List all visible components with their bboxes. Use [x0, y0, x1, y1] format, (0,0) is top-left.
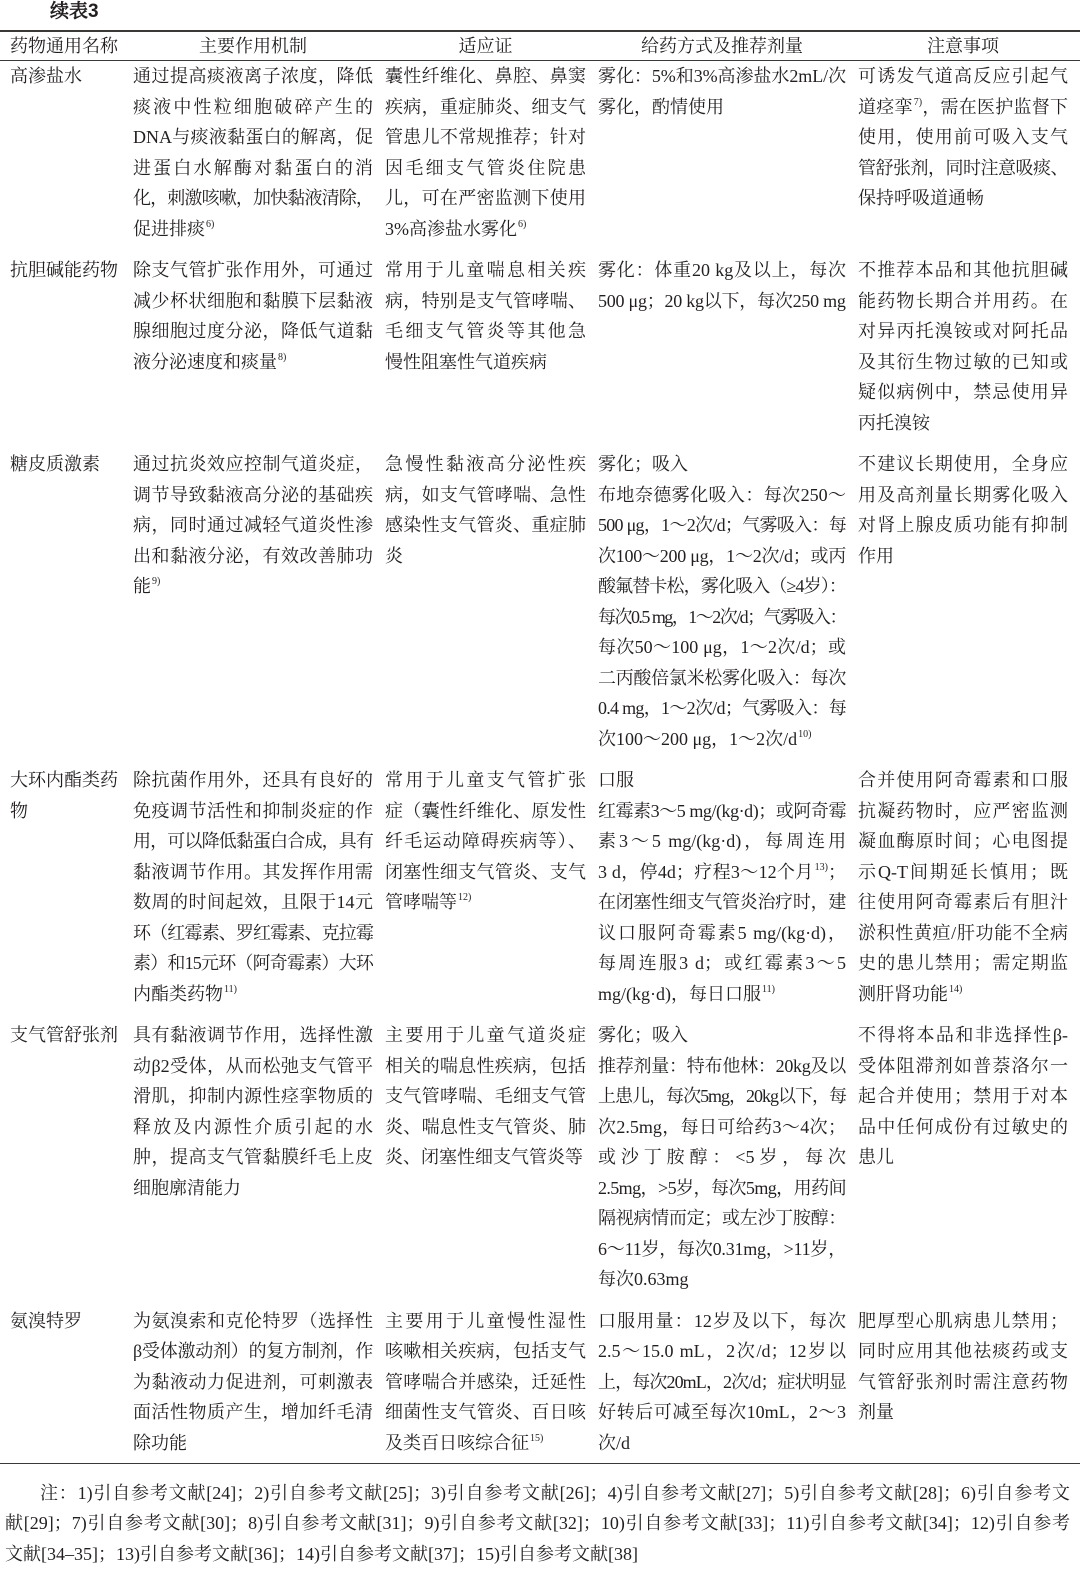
drug-name-cell	[10, 765, 128, 826]
cell-line: 二丙酸倍氯米松雾化吸入：每次	[598, 667, 846, 688]
cell-line: 毛细支气管炎等其他急	[385, 321, 586, 341]
cell-line: 管患儿不常规推荐；针对	[385, 127, 586, 147]
indication-cell	[385, 765, 586, 918]
reference-superscript: 8)	[278, 351, 287, 363]
cell-line: 对异丙托溴铵或对阿托品	[858, 321, 1068, 341]
cell-line: 急慢性黏液高分泌性疾	[385, 454, 586, 474]
cell-line: 面活性物质产生，增加纤毛清	[133, 1402, 373, 1422]
cell-line: 淤积性黄疸/肝功能不全病	[858, 922, 1068, 943]
drug-name-line: 氨溴特罗	[10, 1310, 82, 1331]
reference-superscript: 12)	[458, 892, 472, 903]
cell-line: 口服用量：12岁及以下，每次	[598, 1310, 846, 1331]
cell-line: 除抗菌作用外，还具有良好的	[133, 770, 373, 790]
indication-cell	[385, 1020, 586, 1173]
table-row	[0, 61, 1080, 255]
cell-line: 抗凝药物时，应严密监测	[858, 800, 1068, 821]
cell-line: 3%高渗盐水雾化$^{6)}$	[385, 218, 527, 239]
cell-line: 气管舒张剂时需注意药物	[858, 1371, 1068, 1392]
reference-superscript: 10)	[798, 728, 812, 740]
cell-line: 进蛋白水解酶对黏蛋白的消	[133, 157, 373, 178]
cell-line: 细胞廓清能力	[133, 1177, 241, 1198]
cell-line: 减少杯状细胞和黏膜下层黏液	[133, 290, 373, 311]
cell-line: 及类百日咳综合征$^{15)}$	[385, 1432, 544, 1453]
drug-name-line: 大环内酯类药	[10, 770, 118, 790]
cell-line: 能$^{9)}$	[133, 576, 161, 596]
cell-line: 释放及内源性介质引起的水	[133, 1116, 373, 1137]
cell-line: 隔视病情而定；或左沙丁胺醇：	[598, 1208, 846, 1228]
cell-line: 液分泌速度和痰量$^{8)}$	[133, 351, 287, 372]
cell-line: 动β2受体，从而松弛支气管平	[133, 1055, 373, 1076]
cell-line: 素3～5 mg/(kg·d)，每周连用	[598, 831, 846, 851]
cell-line: 痰液中性粒细胞破碎产生的	[133, 96, 373, 117]
cell-line: 病，如支气管哮喘、急性	[385, 484, 586, 505]
cell-line: 具有黏液调节作用，选择性激	[133, 1025, 373, 1045]
mechanism-cell	[133, 255, 373, 377]
cell-line: 主要用于儿童气道炎症	[385, 1025, 586, 1045]
precautions-cell	[858, 255, 1068, 438]
precautions-cell	[858, 1020, 1068, 1173]
table-note-line: 注：1)引自参考文献[24]；2)引自参考文献[25]；3)引自参考文献[26]；4)引自参考文献[27]；5)引自参考文献[28]；6)引自参考文	[40, 1482, 1070, 1503]
cell-line: 通过提高痰液离子浓度，降低	[133, 66, 373, 86]
drug-name-cell	[10, 255, 128, 286]
reference-superscript: 15)	[530, 1432, 544, 1444]
cell-line: DNA与痰液黏蛋白的解离，促	[133, 127, 373, 147]
table-note-line: 献[29]；7)引自参考文献[30]；8)引自参考文献[31]；9)引自参考文献[32]；10)引自参考文献[33]；11)引自参考文献[34]；12)引自参考	[5, 1513, 1070, 1533]
cell-line: 疾病，重症肺炎、细支气	[385, 96, 586, 117]
table-note-line: 文献[34–35]；13)引自参考文献[36]；14)引自参考文献[37]；15)引自参考文献[38]	[5, 1543, 638, 1564]
cell-line: 每次0.63mg	[598, 1269, 689, 1289]
cell-line: 往使用阿奇霉素后有胆汁	[858, 892, 1068, 912]
cell-line: 能药物长期合并用药。在	[858, 290, 1068, 311]
cell-line: mg/(kg·d)，每日口服$^{11)}$	[598, 983, 775, 1004]
cell-line: 炎、闭塞性细支气管炎等	[385, 1147, 583, 1167]
drug-name-line: 支气管舒张剂	[10, 1025, 118, 1045]
cell-line: 起合并使用；禁用于对本	[858, 1086, 1068, 1106]
precautions-cell	[858, 61, 1068, 214]
cell-line: 滑肌，抑制内源性痉挛物质的	[133, 1086, 373, 1106]
precautions-cell	[858, 765, 1068, 1009]
cell-line: 常用于儿童支气管扩张	[385, 770, 586, 790]
cell-line: 管哮喘合并感染，迁延性	[385, 1371, 586, 1392]
cell-line: 雾化，酌情使用	[598, 96, 724, 117]
cell-line: 500 μg，1～2次/d；气雾吸入：每	[598, 515, 846, 535]
reference-superscript: 11)	[224, 983, 237, 995]
cell-line: 6～11岁，每次0.31mg，>11岁，	[598, 1238, 846, 1259]
cell-line: 儿，可在严密监测下使用	[385, 188, 586, 208]
indication-cell	[385, 255, 586, 377]
cell-line: 支气管哮喘、毛细支气管	[385, 1086, 586, 1106]
cell-line: 雾化；吸入	[598, 454, 688, 474]
cell-line: 3 d，停4d；疗程3～12个月$^{13)}$；	[598, 861, 846, 882]
cell-line: 为氨溴索和克伦特罗（选择性	[133, 1310, 373, 1331]
precautions-cell	[858, 1306, 1068, 1428]
cell-line: 每周连服3 d；或红霉素3～5	[598, 953, 846, 973]
reference-superscript: 14)	[949, 983, 963, 995]
cell-line: 环（红霉素、罗红霉素、克拉霉	[133, 922, 373, 943]
cell-line: 促进排痰$^{6)}$	[133, 218, 215, 239]
cell-line: 肿，提高支气管黏膜纤毛上皮	[133, 1147, 373, 1167]
cell-line: 化，刺激咳嗽，加快黏液清除，	[133, 188, 373, 208]
cell-line: 丙托溴铵	[858, 412, 930, 433]
cell-line: 病，同时通过减轻气道炎性渗	[133, 515, 373, 535]
cell-line: 好转后可减至每次10mL，2～3	[598, 1402, 846, 1422]
cell-line: 保持呼吸道通畅	[858, 188, 984, 208]
drug-name-line: 物	[10, 800, 28, 821]
drug-name-line: 抗胆碱能药物	[10, 260, 118, 280]
cell-line: 口服	[598, 770, 634, 790]
drug-name-cell	[10, 1306, 128, 1337]
cell-line: 凝血酶原时间；心电图提	[858, 831, 1068, 851]
reference-superscript: 7)	[913, 96, 923, 108]
cell-line: 或沙丁胺醇：<5岁，每次	[598, 1147, 846, 1167]
cell-line: 示Q-T间期延长慎用；既	[858, 861, 1068, 882]
dosage-cell	[598, 765, 846, 1009]
cell-line: 通过抗炎效应控制气道炎症，	[133, 454, 373, 474]
cell-line: 次/d	[598, 1432, 631, 1453]
cell-line: 常用于儿童喘息相关疾	[385, 260, 586, 280]
cell-line: 肥厚型心肌病患儿禁用；	[858, 1310, 1068, 1331]
cell-line: 症（囊性纤维化、原发性	[385, 800, 586, 821]
cell-line: 品中任何成份有过敏史的	[858, 1116, 1068, 1137]
cell-line: 使用，使用前可吸入支气	[858, 127, 1068, 147]
cell-line: 在闭塞性细支气管炎治疗时，建	[598, 892, 846, 912]
cell-line: 相关的喘息性疾病，包括	[385, 1055, 586, 1076]
mechanism-cell	[133, 765, 373, 1009]
cell-line: 0.4 mg，1～2次/d；气雾吸入：每	[598, 698, 846, 718]
cell-line: 及其衍生物过敏的已知或	[858, 351, 1068, 372]
reference-superscript: 6)	[518, 218, 527, 230]
dosage-cell	[598, 61, 846, 122]
drug-name-cell	[10, 61, 128, 92]
cell-line: 慢性阻塞性气道疾病	[385, 351, 547, 372]
cell-line: 布地奈德雾化吸入：每次250～	[598, 484, 846, 505]
cell-line: 黏液调节作用。其发挥作用需	[133, 861, 373, 882]
cell-line: 上，每次20mL，2次/d；症状明显	[598, 1371, 846, 1392]
cell-line: 免疫调节活性和抑制炎症的作	[133, 800, 373, 821]
mechanism-cell	[133, 449, 373, 602]
reference-superscript: 11)	[761, 983, 775, 995]
cell-line: 史的患儿禁用；需定期监	[858, 953, 1068, 973]
cell-line: 测肝肾功能$^{14)}$	[858, 983, 963, 1004]
cell-line: 受体阻滞剂如普萘洛尔一	[858, 1055, 1068, 1076]
cell-line: 炎	[385, 545, 403, 566]
cell-line: 500 μg；20 kg以下，每次250 mg	[598, 290, 846, 311]
table-bottom-rule	[0, 1463, 1080, 1465]
cell-line: 调节导致黏液高分泌的基础疾	[133, 484, 373, 505]
cell-line: 用，可以降低黏蛋白合成，具有	[133, 831, 373, 851]
cell-line: 次100～200 μg，1～2次/d；或丙	[598, 545, 846, 566]
reference-superscript: 9)	[152, 576, 161, 587]
cell-line: 作用	[858, 545, 894, 566]
header-precautions: 注意事项	[927, 36, 999, 56]
table-row	[0, 1306, 1080, 1463]
table-body	[0, 61, 1080, 1463]
cell-line: β受体激动剂）的复方制剂，作	[133, 1341, 373, 1361]
reference-superscript: 13)	[814, 861, 828, 873]
cell-line: 酸氟替卡松，雾化吸入（≥4岁）：	[598, 576, 846, 596]
header-dosage: 给药方式及推荐剂量	[641, 36, 803, 56]
cell-line: 次2.5mg，每日可给药3～4次；	[598, 1116, 846, 1137]
table-row	[0, 255, 1080, 449]
cell-line: 炎、喘息性支气管炎、肺	[385, 1116, 586, 1137]
cell-line: 疑似病例中，禁忌使用异	[858, 382, 1068, 402]
cell-line: 患儿	[858, 1147, 894, 1167]
table-row	[0, 449, 1080, 765]
cell-line: 雾化：5%和3%高渗盐水2mL/次	[598, 66, 846, 86]
table-notes	[5, 1478, 1070, 1570]
cell-line: 雾化；吸入	[598, 1025, 688, 1045]
cell-line: 剂量	[858, 1402, 894, 1422]
drug-name-cell	[10, 449, 128, 480]
cell-line: 内酯类药物$^{11)}$	[133, 983, 237, 1004]
cell-line: 纤毛运动障碍疾病等）、	[385, 831, 586, 851]
drug-name-cell	[10, 1020, 128, 1051]
dosage-cell	[598, 449, 846, 754]
cell-line: 细菌性支气管炎、百日咳	[385, 1402, 586, 1422]
mechanism-cell	[133, 61, 373, 244]
table-header-row	[0, 32, 1080, 60]
table-caption: 续表3	[50, 1, 99, 22]
cell-line: 道痉挛$^{7)}$，需在医护监督下	[858, 96, 1069, 117]
cell-line: 2.5～15.0 mL，2次/d；12岁以	[598, 1341, 846, 1361]
cell-line: 每次50～100 μg，1～2次/d；或	[598, 637, 846, 657]
table-row	[0, 1020, 1080, 1306]
cell-line: 同时应用其他祛痰药或支	[858, 1341, 1068, 1361]
cell-line: 感染性支气管炎、重症肺	[385, 515, 586, 535]
cell-line: 病，特别是支气管哮喘、	[385, 290, 586, 311]
table-row	[0, 765, 1080, 1020]
precautions-cell	[858, 449, 1068, 571]
cell-line: 议口服阿奇霉素5 mg/(kg·d)，	[598, 922, 846, 943]
header-mechanism: 主要作用机制	[199, 36, 307, 56]
indication-cell	[385, 1306, 586, 1459]
cell-line: 管舒张剂，同时注意吸痰、	[858, 157, 1068, 178]
cell-line: 每次0.5 mg，1～2次/d；气雾吸入：	[598, 606, 846, 627]
cell-line: 不推荐本品和其他抗胆碱	[858, 260, 1068, 280]
header-indication: 适应证	[458, 36, 513, 56]
mechanism-cell	[133, 1306, 373, 1459]
cell-line: 腺细胞过度分泌，降低气道黏	[133, 321, 373, 341]
cell-line: 出和黏液分泌，有效改善肺功	[133, 545, 373, 566]
cell-line: 主要用于儿童慢性湿性	[385, 1310, 586, 1331]
indication-cell	[385, 449, 586, 571]
cell-line: 次100～200 μg，1～2次$/d^{10)}$	[598, 728, 812, 749]
dosage-cell	[598, 1306, 846, 1459]
dosage-cell	[598, 1020, 846, 1295]
table-body-wrapper	[0, 61, 1080, 1569]
cell-line: 雾化：体重20 kg及以上，每次	[598, 260, 846, 280]
mechanism-cell	[133, 1020, 373, 1203]
cell-line: 红霉素3～5 mg/(kg·d)；或阿奇霉	[598, 800, 846, 821]
cell-line: 不建议长期使用，全身应	[858, 454, 1068, 474]
cell-line: 数周的时间起效，且限于14元	[133, 892, 373, 912]
cell-line: 上患儿，每次5mg，20kg以下，每	[598, 1086, 846, 1106]
cell-line: 可诱发气道高反应引起气	[858, 66, 1068, 86]
cell-line: 2.5mg，>5岁，每次5mg，用药间	[598, 1177, 846, 1198]
cell-line: 合并使用阿奇霉素和口服	[858, 770, 1068, 790]
header-drug-name: 药物通用名称	[10, 36, 118, 56]
cell-line: 对肾上腺皮质功能有抑制	[858, 515, 1068, 535]
dosage-cell	[598, 255, 846, 316]
drug-name-line: 高渗盐水	[10, 66, 82, 86]
cell-line: 管哮喘等$^{12)}$	[385, 892, 472, 912]
cell-line: 为黏液动力促进剂，可刺激表	[133, 1371, 373, 1392]
cell-line: 因毛细支气管炎住院患	[385, 157, 586, 178]
drug-name-line: 糖皮质激素	[10, 454, 100, 474]
cell-line: 除支气管扩张作用外，可通过	[133, 260, 373, 280]
cell-line: 素）和15元环（阿奇霉素）大环	[133, 953, 373, 973]
reference-superscript: 6)	[206, 218, 215, 230]
indication-cell	[385, 61, 586, 244]
cell-line: 咳嗽相关疾病，包括支气	[385, 1341, 586, 1361]
cell-line: 不得将本品和非选择性β-	[858, 1025, 1068, 1045]
cell-line: 用及高剂量长期雾化吸入	[858, 484, 1068, 505]
cell-line: 除功能	[133, 1432, 187, 1453]
cell-line: 囊性纤维化、鼻腔、鼻窦	[385, 66, 586, 86]
cell-line: 闭塞性细支气管炎、支气	[385, 861, 586, 882]
cell-line: 推荐剂量：特布他林：20kg及以	[598, 1055, 846, 1076]
